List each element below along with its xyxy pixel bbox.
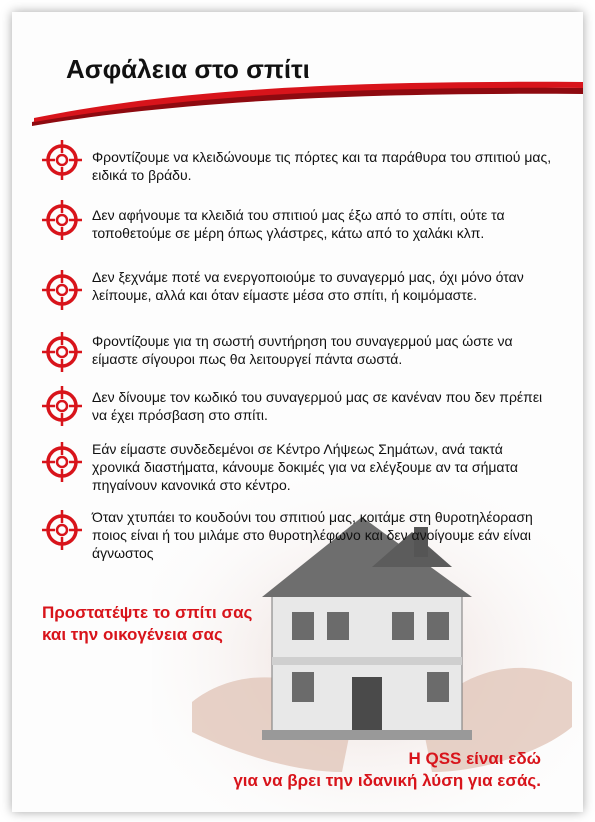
tip-text: Δεν ξεχνάμε ποτέ να ενεργοποιούμε το συναγερμό μας, όχι μόνο όταν λείπουμε, αλλά και όταν είμαστε μέσα στο σπίτι, ή κοιμόμαστε. <box>92 269 524 303</box>
protect-slogan <box>42 602 252 646</box>
company-slogan <box>233 748 541 792</box>
tip-text: Δεν δίνουμε τον κωδικό του συναγερμού μας σε κανέναν που δεν πρέπει να έχει πρόσβαση στο σπίτι. <box>92 389 543 423</box>
tip-text: Δεν αφήνουμε τα κλειδιά του σπιτιού μας έξω από το σπίτι, ούτε τα τοποθετούμε σε μέρη όπως γλάστρες, κάτω από το χαλάκι κλπ. <box>92 207 505 241</box>
crosshair-target-icon <box>40 440 84 484</box>
crosshair-target-icon <box>40 268 84 312</box>
crosshair-target-icon <box>40 198 84 242</box>
company-slogan-line1: Η QSS είναι εδώ <box>408 749 541 768</box>
page-title: Ασφάλεια στο σπίτι <box>66 54 310 84</box>
tip-text: Φροντίζουμε για τη σωστή συντήρηση του συναγερμού μας ώστε να είμαστε σίγουροι πως θα λειτουργεί πάντα σωστά. <box>92 333 513 367</box>
flyer-card <box>12 12 583 812</box>
tip-text: Φροντίζουμε να κλειδώνουμε τις πόρτες και τα παράθυρα του σπιτιού μας, ειδικά το βράδυ. <box>92 149 552 183</box>
tip-text: Όταν χτυπάει το κουδούνι του σπιτιού μας, κοιτάμε στη θυροτηλέοραση ποιος είναι ή του μιλάμε στο θυροτηλέφωνο και δεν ανοίγουμε εάν είναι άγνωστος <box>92 509 533 561</box>
protect-slogan-line2: και την οικογένεια σας <box>42 625 223 644</box>
crosshair-target-icon <box>40 138 84 182</box>
company-slogan-line2: για να βρει την ιδανική λύση για εσάς. <box>233 771 541 790</box>
tip-text: Εάν είμαστε συνδεδεμένοι σε Κέντρο Λήψεως Σημάτων, ανά τακτά χρονικά διαστήματα, κάνουμε δοκιμές για να ελέγξουμε αν τα σήματα πηγαίνουν κανονικά στο κέντρο. <box>92 441 518 493</box>
protect-slogan-line1: Προστατέψτε το σπίτι σας <box>42 603 253 622</box>
crosshair-target-icon <box>40 508 84 552</box>
crosshair-target-icon <box>40 330 84 374</box>
crosshair-target-icon <box>40 384 84 428</box>
